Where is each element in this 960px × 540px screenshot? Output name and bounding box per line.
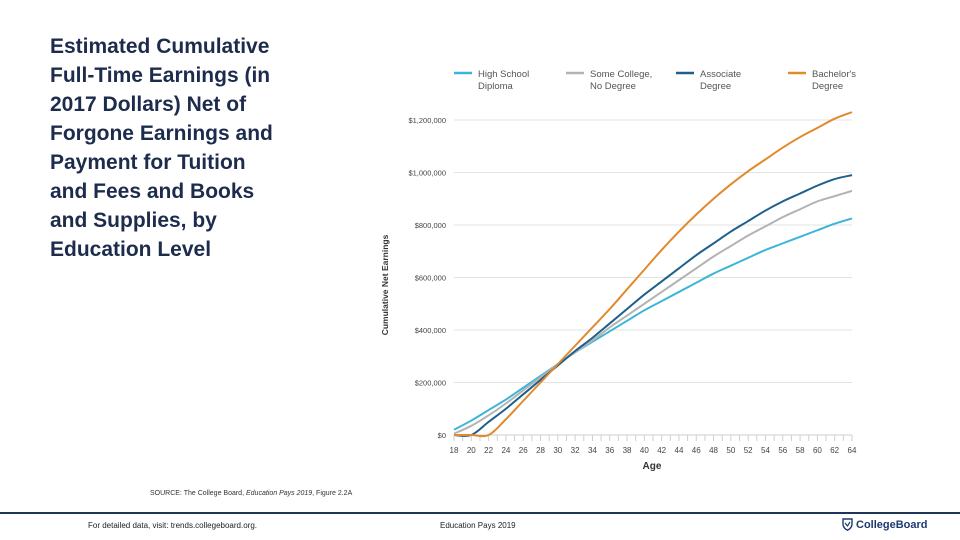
- y-tick-label: $1,200,000: [408, 116, 446, 125]
- legend-label: Associate: [700, 69, 742, 80]
- source-prefix: SOURCE: The College Board,: [150, 490, 246, 497]
- y-tick-label: $600,000: [414, 273, 446, 283]
- x-tick-label: 50: [726, 446, 736, 455]
- legend-label: Diploma: [478, 81, 513, 92]
- x-tick-label: 42: [657, 446, 667, 455]
- legend-label: Degree: [700, 81, 732, 92]
- legend-item: [454, 69, 529, 92]
- shield-icon: [842, 518, 853, 531]
- source-suffix: , Figure 2.2A: [312, 490, 353, 497]
- x-tick-label: 36: [605, 446, 615, 455]
- y-axis-label: Cumulative Net Earnings: [380, 234, 390, 336]
- x-tick-label: 64: [847, 446, 857, 455]
- x-tick-label: 22: [484, 446, 494, 455]
- x-tick-label: 38: [622, 446, 632, 455]
- x-tick-label: 24: [501, 446, 511, 455]
- source-italic: Education Pays 2019: [245, 490, 313, 497]
- earnings-line-chart: [370, 55, 870, 475]
- college-board-logo: [842, 518, 928, 531]
- x-tick-label: 30: [553, 446, 563, 455]
- x-tick-label: 58: [795, 446, 805, 455]
- x-tick-label: 34: [587, 446, 597, 455]
- slide-title: Estimated Cumulative Full-Time Earnings (in 2017 Dollars) Net of Forgone Earnings and Payment for Tuition and Fees and Books and Supplies, by Education Level: [50, 35, 273, 261]
- chart-series-lines: [454, 112, 852, 436]
- x-tick-label: 40: [639, 446, 649, 455]
- legend-label: Degree: [812, 81, 844, 92]
- x-tick-label: 56: [778, 446, 788, 455]
- x-tick-label: 28: [536, 446, 545, 455]
- logo-text: CollegeBoard: [856, 518, 928, 531]
- y-tick-label: $1,000,000: [408, 168, 446, 178]
- legend-label: No Degree: [590, 81, 636, 92]
- source-note: [150, 490, 352, 497]
- y-tick-label: $400,000: [414, 326, 446, 335]
- x-axis-label: Age: [642, 461, 662, 472]
- legend-label: High School: [478, 69, 530, 80]
- legend-label: Some College,: [590, 69, 653, 80]
- y-axis-ticks: [408, 116, 446, 440]
- legend-item: [676, 69, 741, 92]
- x-tick-label: 44: [674, 446, 684, 455]
- legend-label: Bachelor's: [812, 69, 857, 80]
- x-axis-ticks: [450, 435, 857, 455]
- footer-publication: Education Pays 2019: [440, 521, 516, 530]
- footer-rule: [0, 512, 960, 514]
- x-tick-label: 20: [466, 446, 476, 455]
- x-tick-label: 46: [691, 446, 701, 455]
- y-tick-label: $800,000: [414, 221, 446, 230]
- chart-legend: [454, 69, 856, 92]
- chart-gridlines: [454, 120, 852, 435]
- series-line: [454, 191, 852, 434]
- x-tick-label: 26: [518, 446, 528, 455]
- x-tick-label: 60: [812, 446, 822, 455]
- footer-data-link: For detailed data, visit: trends.collegeboard.org.: [88, 521, 257, 530]
- x-tick-label: 54: [761, 446, 770, 455]
- series-line: [454, 112, 852, 436]
- x-tick-label: 32: [570, 446, 580, 455]
- x-tick-label: 48: [709, 446, 719, 455]
- y-tick-label: $200,000: [414, 378, 446, 388]
- x-tick-label: 52: [743, 446, 753, 455]
- y-tick-label: $0: [437, 431, 446, 440]
- legend-item: [566, 69, 652, 92]
- legend-item: [788, 69, 856, 92]
- x-tick-label: 62: [830, 446, 840, 455]
- x-tick-label: 18: [449, 446, 459, 455]
